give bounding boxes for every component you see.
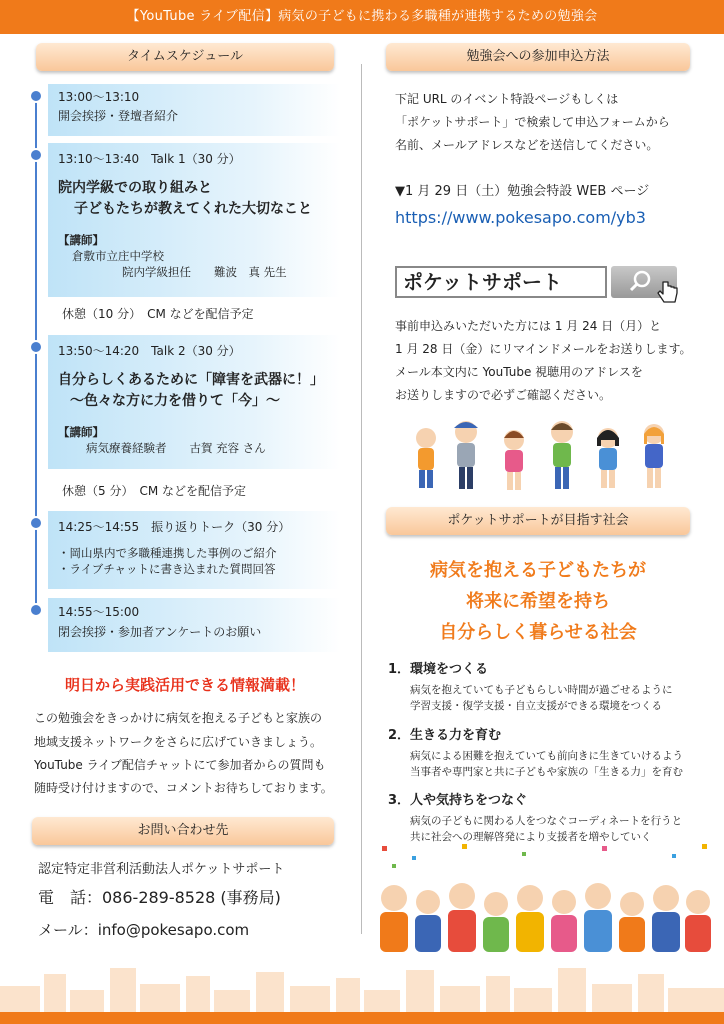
confetti <box>382 844 707 868</box>
crowd-people <box>380 883 711 952</box>
promo-line: 地域支援ネットワークをさらに広げていきましょう。 <box>34 735 323 749</box>
child-figure <box>551 421 573 489</box>
reminder-line: 事前申込みいただいた方には 1 月 24 日（月）と <box>395 319 662 333</box>
society-slogan <box>386 555 690 648</box>
promo-headline: 明日から実践活用できる情報満載！ <box>64 676 305 694</box>
lecturer-name: 院内学級担任 難波 真 先生 <box>122 265 287 279</box>
promo-line: YouTube ライブ配信チャットにて参加者からの質問も <box>34 758 326 772</box>
event-url-link[interactable]: https://www.pokesapo.com/yb3 <box>395 208 646 227</box>
reminder-line: 1 月 28 日（金）にリマインドメールをお送りします。 <box>395 342 692 356</box>
lecturer-affiliation: 倉敷市立庄中学校 <box>72 249 164 263</box>
event-date: ▼1 月 29 日（土）勉強会特設 WEB ページ <box>395 184 650 199</box>
goal-desc: 病気の子どもに関わる人をつなぐコーディネートを行うと <box>410 815 683 827</box>
contact-phone: 電 話：086-289-8528 (事務局) <box>38 888 281 907</box>
goal-title: 3．人や気持ちをつなぐ <box>388 793 528 808</box>
timeline-dot <box>29 89 43 103</box>
lecturer-label: 【講師】 <box>58 425 104 439</box>
break-note: 休憩（10 分） CM などを配信予定 <box>62 307 254 321</box>
goal-title: 2．生きる力を育む <box>388 728 502 743</box>
goal-title: 1．環境をつくる <box>388 662 489 677</box>
footer-bar <box>0 1012 724 1024</box>
timeline-dot <box>29 148 43 162</box>
goal-desc: 当事者や専門家と共に子どもや家族の「生きる力」を育む <box>410 766 683 778</box>
timeline-dot <box>29 340 43 354</box>
signup-line: 名前、メールアドレスなどを送信してください。 <box>395 138 659 152</box>
schedule-item-4 <box>48 511 340 589</box>
goal-desc: 共に社会への理解啓発により支援者を増やしていく <box>410 831 652 843</box>
timeline-dot <box>29 516 43 530</box>
schedule-desc: 開会挨拶・登壇者紹介 <box>58 109 179 123</box>
signup-line: 「ポケットサポート」で検索して申込フォームから <box>395 115 670 129</box>
schedule-item-1 <box>48 84 340 136</box>
goal-desc: 病気を抱えていても子どもらしい時間が過ごせるように <box>410 684 673 696</box>
talk-title: 〜色々な方に力を借りて「今」〜 <box>70 393 280 409</box>
children-illustration <box>404 414 684 498</box>
child-figure <box>644 424 664 488</box>
reminder-line: メール本文内に YouTube 視聴用のアドレスを <box>395 365 643 379</box>
schedule-time: 14:25〜14:55 振り返りトーク（30 分） <box>58 520 291 534</box>
lecturer-name: 病気療養経験者 古賀 充容 さん <box>86 441 266 455</box>
child-figure <box>597 428 619 488</box>
promo-line: この勉強会をきっかけに病気を抱える子どもと家族の <box>34 711 323 725</box>
contact-header: お問い合わせ先 <box>32 817 334 845</box>
talk-title: 自分らしくあるために「障害を武器に！」 <box>58 372 324 388</box>
schedule-bullet: ・ライブチャットに書き込まれた質問回答 <box>58 562 276 576</box>
schedule-time: 13:10〜13:40 Talk 1（30 分） <box>58 152 241 166</box>
timeline-dot <box>29 603 43 617</box>
contact-mail[interactable]: メール：info@pokesapo.com <box>38 921 250 939</box>
schedule-time: 13:50〜14:20 Talk 2（30 分） <box>58 344 241 358</box>
schedule-item-5 <box>48 598 340 652</box>
schedule-item-2 <box>48 143 340 297</box>
promo-line: 随時受け付けますので、コメントお待ちしております。 <box>34 781 333 795</box>
signup-line: 下記 URL のイベント特設ページもしくは <box>395 92 619 106</box>
search-box: ポケットサポート <box>395 266 607 298</box>
talk-title: 院内学級での取り組みと <box>58 180 212 196</box>
break-note: 休憩（5 分） CM などを配信予定 <box>62 484 246 498</box>
child-figure <box>416 428 436 488</box>
crowd-illustration <box>372 840 718 952</box>
schedule-time: 13:00〜13:10 <box>58 90 140 104</box>
slogan-line: 自分らしく暮らせる社会 <box>439 622 637 643</box>
top-banner: 【YouTube ライブ配信】病気の子どもに携わる多職種が連携するための勉強会 <box>0 0 724 34</box>
slogan-line: 将来に希望を持ち <box>466 591 610 612</box>
hand-pointer-icon <box>657 280 679 306</box>
schedule-item-3 <box>48 335 340 469</box>
society-header: ポケットサポートが目指す社会 <box>386 507 690 535</box>
reminder-line: お送りしますので必ずご確認ください。 <box>395 388 612 402</box>
contact-org: 認定特定非営利活動法人ポケットサポート <box>38 862 285 877</box>
goal-desc: 学習支援・復学支援・自立支援ができる環境をつくる <box>410 700 662 712</box>
lecturer-label: 【講師】 <box>58 233 104 247</box>
slogan-line: 病気を抱える子どもたちが <box>430 560 646 581</box>
schedule-desc: 閉会挨拶・参加者アンケートのお願い <box>58 625 262 639</box>
schedule-bullet: ・岡山県内で多職種連携した事例のご紹介 <box>58 546 277 560</box>
skyline-decoration <box>0 960 724 1012</box>
schedule-header: タイムスケジュール <box>36 43 334 71</box>
goal-desc: 病気による困難を抱えていても前向きに生きていけるよう <box>410 750 683 762</box>
search-button <box>611 266 677 298</box>
talk-title: 子どもたちが教えてくれた大切なこと <box>74 201 312 217</box>
schedule-time: 14:55〜15:00 <box>58 605 140 619</box>
child-figure <box>504 430 524 490</box>
column-divider <box>361 64 362 934</box>
child-figure <box>454 421 478 489</box>
signup-header: 勉強会への参加申込方法 <box>386 43 690 71</box>
